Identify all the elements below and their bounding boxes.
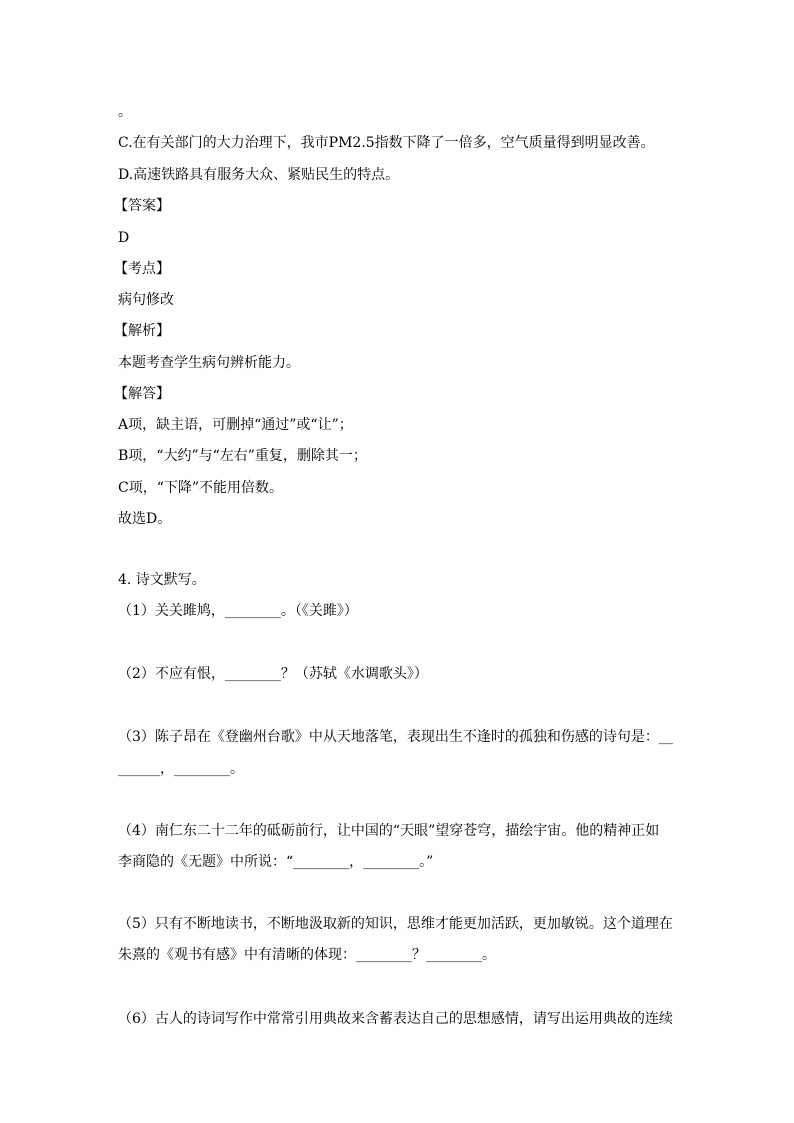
option-d: D.高速铁路具有服务大众、紧贴民生的特点。: [118, 167, 400, 183]
analysis-heading: 【解析】: [114, 323, 170, 339]
solution-line-b: B项，“大约”与“左右”重复，删除其一；: [118, 448, 367, 464]
analysis-text: 本题考查学生病句辨析能力。: [118, 355, 300, 371]
answer-heading: 【答案】: [114, 198, 170, 214]
topic-value: 病句修改: [118, 292, 174, 308]
solution-heading: 【解答】: [114, 386, 170, 402]
question-4-item-6: （6）古人的诗词写作中常常引用典故来含蓄表达自己的思想感情，请写出运用典故的连续: [118, 1011, 673, 1027]
topic-heading: 【考点】: [114, 261, 170, 277]
solution-line-a: A项，缺主语，可删掉“通过”或“让”；: [118, 417, 353, 433]
question-4-item-4: （4）南仁东二十二年的砥砺前行，让中国的“天眼”望穿苍穹，描绘宇宙。他的精神正如: [118, 823, 660, 839]
solution-line-c: C项，“下降”不能用倍数。: [118, 480, 284, 496]
question-4-title: 4. 诗文默写。: [118, 572, 206, 588]
question-4-item-2: （2）不应有恨，________？（苏轼《水调歌头》）: [118, 666, 428, 682]
text-line: 。: [118, 104, 132, 120]
question-4-item-5-cont: 朱熹的《观书有感》中有清晰的体现：________？________。: [118, 947, 496, 963]
question-4-item-3-cont: ______，________。: [118, 761, 244, 777]
question-4-item-3: （3）陈子昂在《登幽州台歌》中从天地落笔，表现出生不逢时的孤独和伤感的诗句是：__: [118, 729, 673, 745]
question-4-item-5: （5）只有不断地读书，不断地汲取新的知识，思维才能更加活跃，更加敏锐。这个道理在: [118, 916, 673, 932]
answer-value: D: [118, 230, 130, 246]
option-c: C.在有关部门的大力治理下，我市PM2.5指数下降了一倍多，空气质量得到明显改善。: [118, 135, 655, 151]
question-4-item-4-cont: 李商隐的《无题》中所说：“________，________。”: [118, 854, 434, 870]
question-4-item-1: （1）关关雎鸠，________。（《关雎》）: [118, 603, 358, 619]
solution-conclusion: 故选D。: [118, 511, 172, 527]
